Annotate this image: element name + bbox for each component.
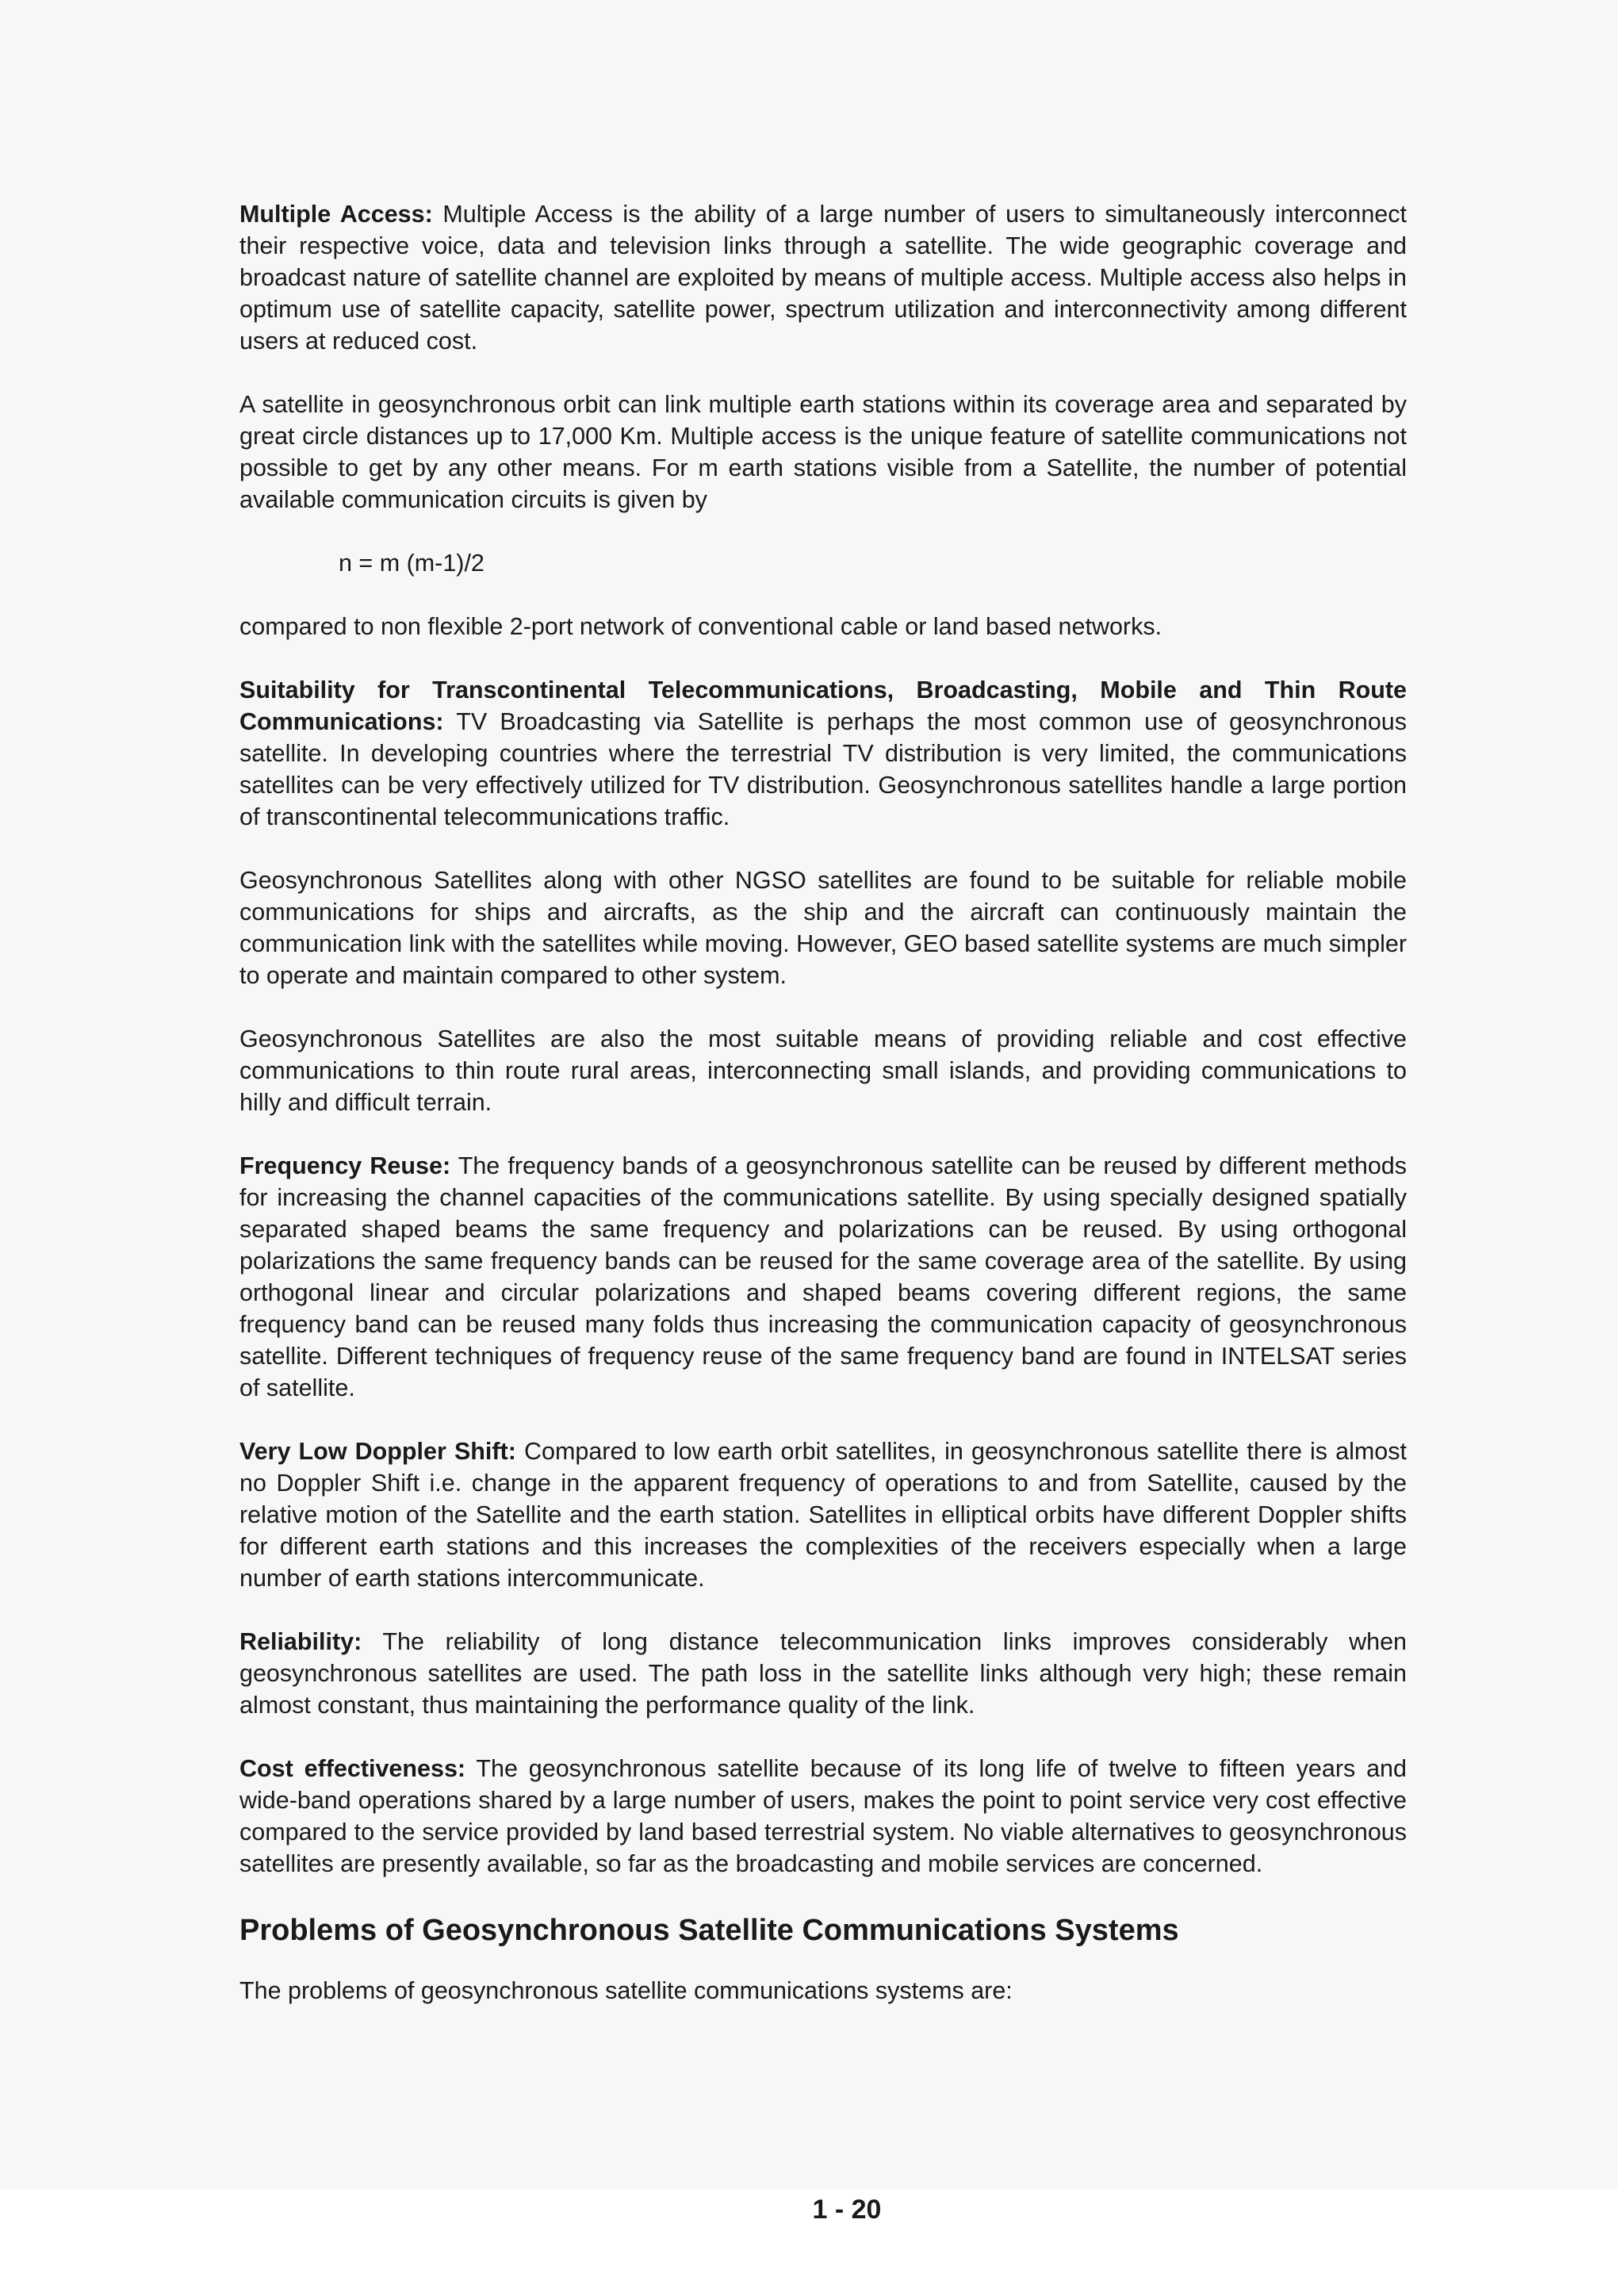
paragraph-text: TV Broadcasting via Satellite is perhaps the most common use of geosynchronous satellite. In developing countries where the terrestrial TV distribution is very limited, the communications satellites can be very effectively utilized for TV distribution. Geosynchronous satellites handle a large portion of transcontinental telecommunications traffic. [239, 708, 1407, 830]
paragraph-lead: Multiple Access: [239, 201, 433, 228]
paragraph-lead: Frequency Reuse: [239, 1152, 451, 1179]
paragraph-text: Multiple Access is the ability of a large number of users to simultaneously interconnect their respective voice, data and television links through a satellite. The wide geographic coverage and broadcast nature of satellite channel are exploited by means of multiple access. Multiple access also helps in optimum use of satellite capacity, satellite power, spectrum utilization and interconnectivity among different users at reduced cost. [239, 201, 1407, 355]
paragraph-reliability [239, 1626, 1407, 1721]
formula: n = m (m-1)/2 [339, 550, 485, 577]
paragraph-multiple-access [239, 198, 1407, 357]
paragraph-thin-route: Geosynchronous Satellites are also the most suitable means of providing reliable and cost effective communications to thin route rural areas, interconnecting small islands, and providing communications to hilly and difficult terrain. [239, 1025, 1407, 1116]
page-number: 1 - 20 [812, 2194, 882, 2225]
paragraph-text: Compared to low earth orbit satellites, in geosynchronous satellite there is almost no Doppler Shift i.e. change in the apparent frequency of operations to and from Satellite, caused by the relative motion of the Satellite and the earth station. Satellites in elliptical orbits have different Doppler shifts for different earth stations and this increases the complexities of the receivers especially when a large number of earth stations intercommunicate. [239, 1438, 1407, 1592]
paragraph-doppler [239, 1435, 1407, 1594]
paragraph-lead: Cost effectiveness: [239, 1755, 466, 1782]
paragraph-compared: compared to non flexible 2-port network of conventional cable or land based networks. [239, 613, 1162, 640]
paragraph-cost [239, 1753, 1407, 1880]
paragraph-lead: Very Low Doppler Shift: [239, 1438, 516, 1465]
paragraph-text: The geosynchronous satellite because of its long life of twelve to fifteen years and wide-band operations shared by a large number of users, makes the point to point service very cost effective compared to the service provided by land based terrestrial system. No viable alternatives to geosynchronous satellites are presently available, so far as the broadcasting and mobile services are concerned. [239, 1755, 1407, 1877]
paragraph-text: The reliability of long distance telecommunication links improves considerably when geosynchronous satellites are used. The path loss in the satellite links although very high; these remain almost constant, thus maintaining the performance quality of the link. [239, 1628, 1407, 1719]
paragraph-text: The frequency bands of a geosynchronous satellite can be reused by different methods for increasing the channel capacities of the communications satellite. By using specially designed spatially separated shaped beams the same frequency and polarizations can be reused. By using orthogonal polarizations the same frequency bands can be reused for the same coverage area of the satellite. By using orthogonal linear and circular polarizations and shaped beams covering different regions, the same frequency band can be reused many folds thus increasing the communication capacity of geosynchronous satellite. Different techniques of frequency reuse of the same frequency band are found in INTELSAT series of satellite. [239, 1152, 1407, 1401]
section-heading: Problems of Geosynchronous Satellite Communications Systems [239, 1914, 1179, 1947]
paragraph-geo-link: A satellite in geosynchronous orbit can link multiple earth stations within its coverage area and separated by great circle distances up to 17,000 Km. Multiple access is the unique feature of satellite communications not possible to get by any other means. For m earth stations visible from a Satellite, the number of potential available communication circuits is given by [239, 391, 1407, 513]
paragraph-suitability [239, 674, 1407, 833]
paragraph-lead: Suitability for Transcontinental Telecommunications, Broadcasting, Mobile and Thin Route Communications: [239, 677, 1407, 735]
paragraph-frequency-reuse [239, 1150, 1407, 1404]
paragraph-problems-intro: The problems of geosynchronous satellite communications systems are: [239, 1977, 1013, 2004]
page-body [239, 198, 1407, 2038]
paragraph-ngso: Geosynchronous Satellites along with other NGSO satellites are found to be suitable for reliable mobile communications for ships and aircrafts, as the ship and the aircraft can continuously maintain the communication link with the satellites while moving. However, GEO based satellite systems are much simpler to operate and maintain compared to other system. [239, 867, 1407, 989]
paragraph-lead: Reliability: [239, 1628, 362, 1655]
